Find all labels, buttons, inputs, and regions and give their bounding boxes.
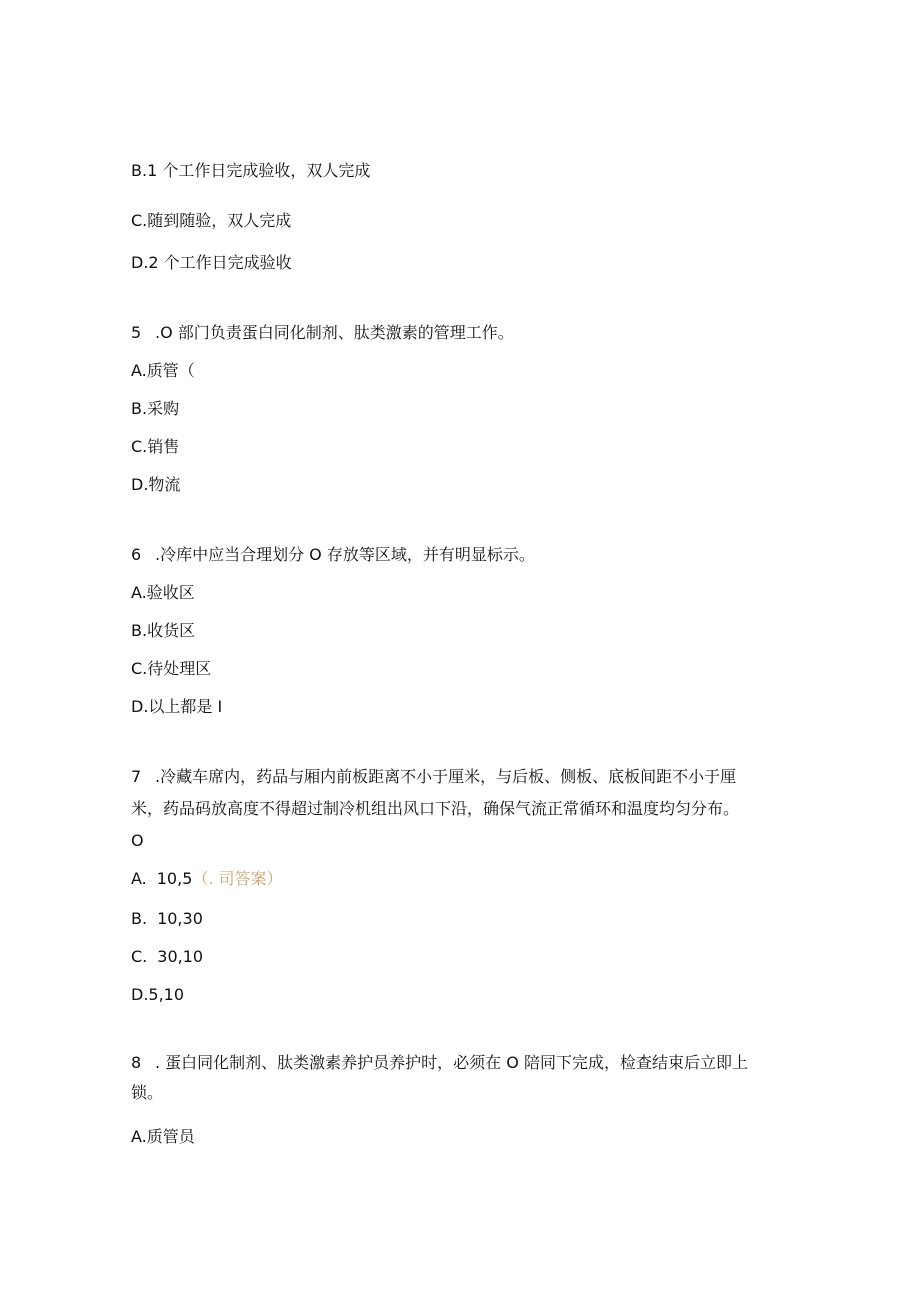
q4-option-b: B.1 个工作日完成验收，双人完成 [131, 161, 371, 180]
q8-text-line1: . 蛋白同化制剂、肽类激素养护员养护时，必须在 O 陪同下完成，检查结束后立即上 [155, 1053, 748, 1072]
q7-option-c-label: C. [131, 947, 148, 966]
q7-option-d: D.5,10 [131, 985, 185, 1004]
q7-answer-hint: （. 司答案） [192, 869, 283, 888]
q4-option-c: C.随到随验，双人完成 [131, 211, 292, 230]
q7-option-b-label: B. [131, 909, 148, 928]
q7-option-c [131, 947, 203, 967]
q7-text-line3: O [131, 831, 144, 850]
q7-text-line1: .冷藏车席内，药品与厢内前板距离不小于厘米，与后板、侧板、底板间距不小于厘 [155, 767, 737, 786]
q6-option-d: D.以上都是 I [131, 697, 223, 716]
q5-number: 5 [131, 323, 142, 342]
q4-option-d: D.2 个工作日完成验收 [131, 253, 292, 272]
q8-number: 8 [131, 1053, 142, 1072]
q7-option-a-label: A. [131, 869, 147, 888]
q8-stem-line1 [131, 1053, 748, 1073]
q5-option-c: C.销售 [131, 437, 180, 456]
q7-stem-line1 [131, 767, 736, 787]
q6-option-c: C.待处理区 [131, 659, 212, 678]
q6-text: .冷库中应当合理划分 O 存放等区域，并有明显标示。 [155, 545, 535, 564]
q7-option-a-value: 10,5 [156, 869, 193, 888]
q7-option-b [131, 909, 203, 929]
q5-text: .O 部门负责蛋白同化制剂、肽类激素的管理工作。 [155, 323, 514, 342]
q5-option-b: B.采购 [131, 399, 180, 418]
q7-option-b-value: 10,30 [157, 909, 203, 928]
q8-option-a: A.质管员 [131, 1127, 195, 1146]
q8-text-line2: 锁。 [131, 1083, 164, 1102]
q7-text-line2: 米，药品码放高度不得超过制冷机组出风口下沿，确保气流正常循环和温度均匀分布。 [131, 799, 740, 818]
q5-option-a: A.质管（ [131, 361, 195, 380]
q7-option-c-value: 30,10 [157, 947, 204, 966]
q7-number: 7 [131, 767, 142, 786]
q6-stem [131, 545, 535, 565]
q5-stem [131, 323, 514, 343]
q7-option-a [131, 869, 283, 889]
q5-option-d: D.物流 [131, 475, 181, 494]
q6-option-b: B.收货区 [131, 621, 196, 640]
q6-option-a: A.验收区 [131, 583, 195, 602]
q6-number: 6 [131, 545, 142, 564]
